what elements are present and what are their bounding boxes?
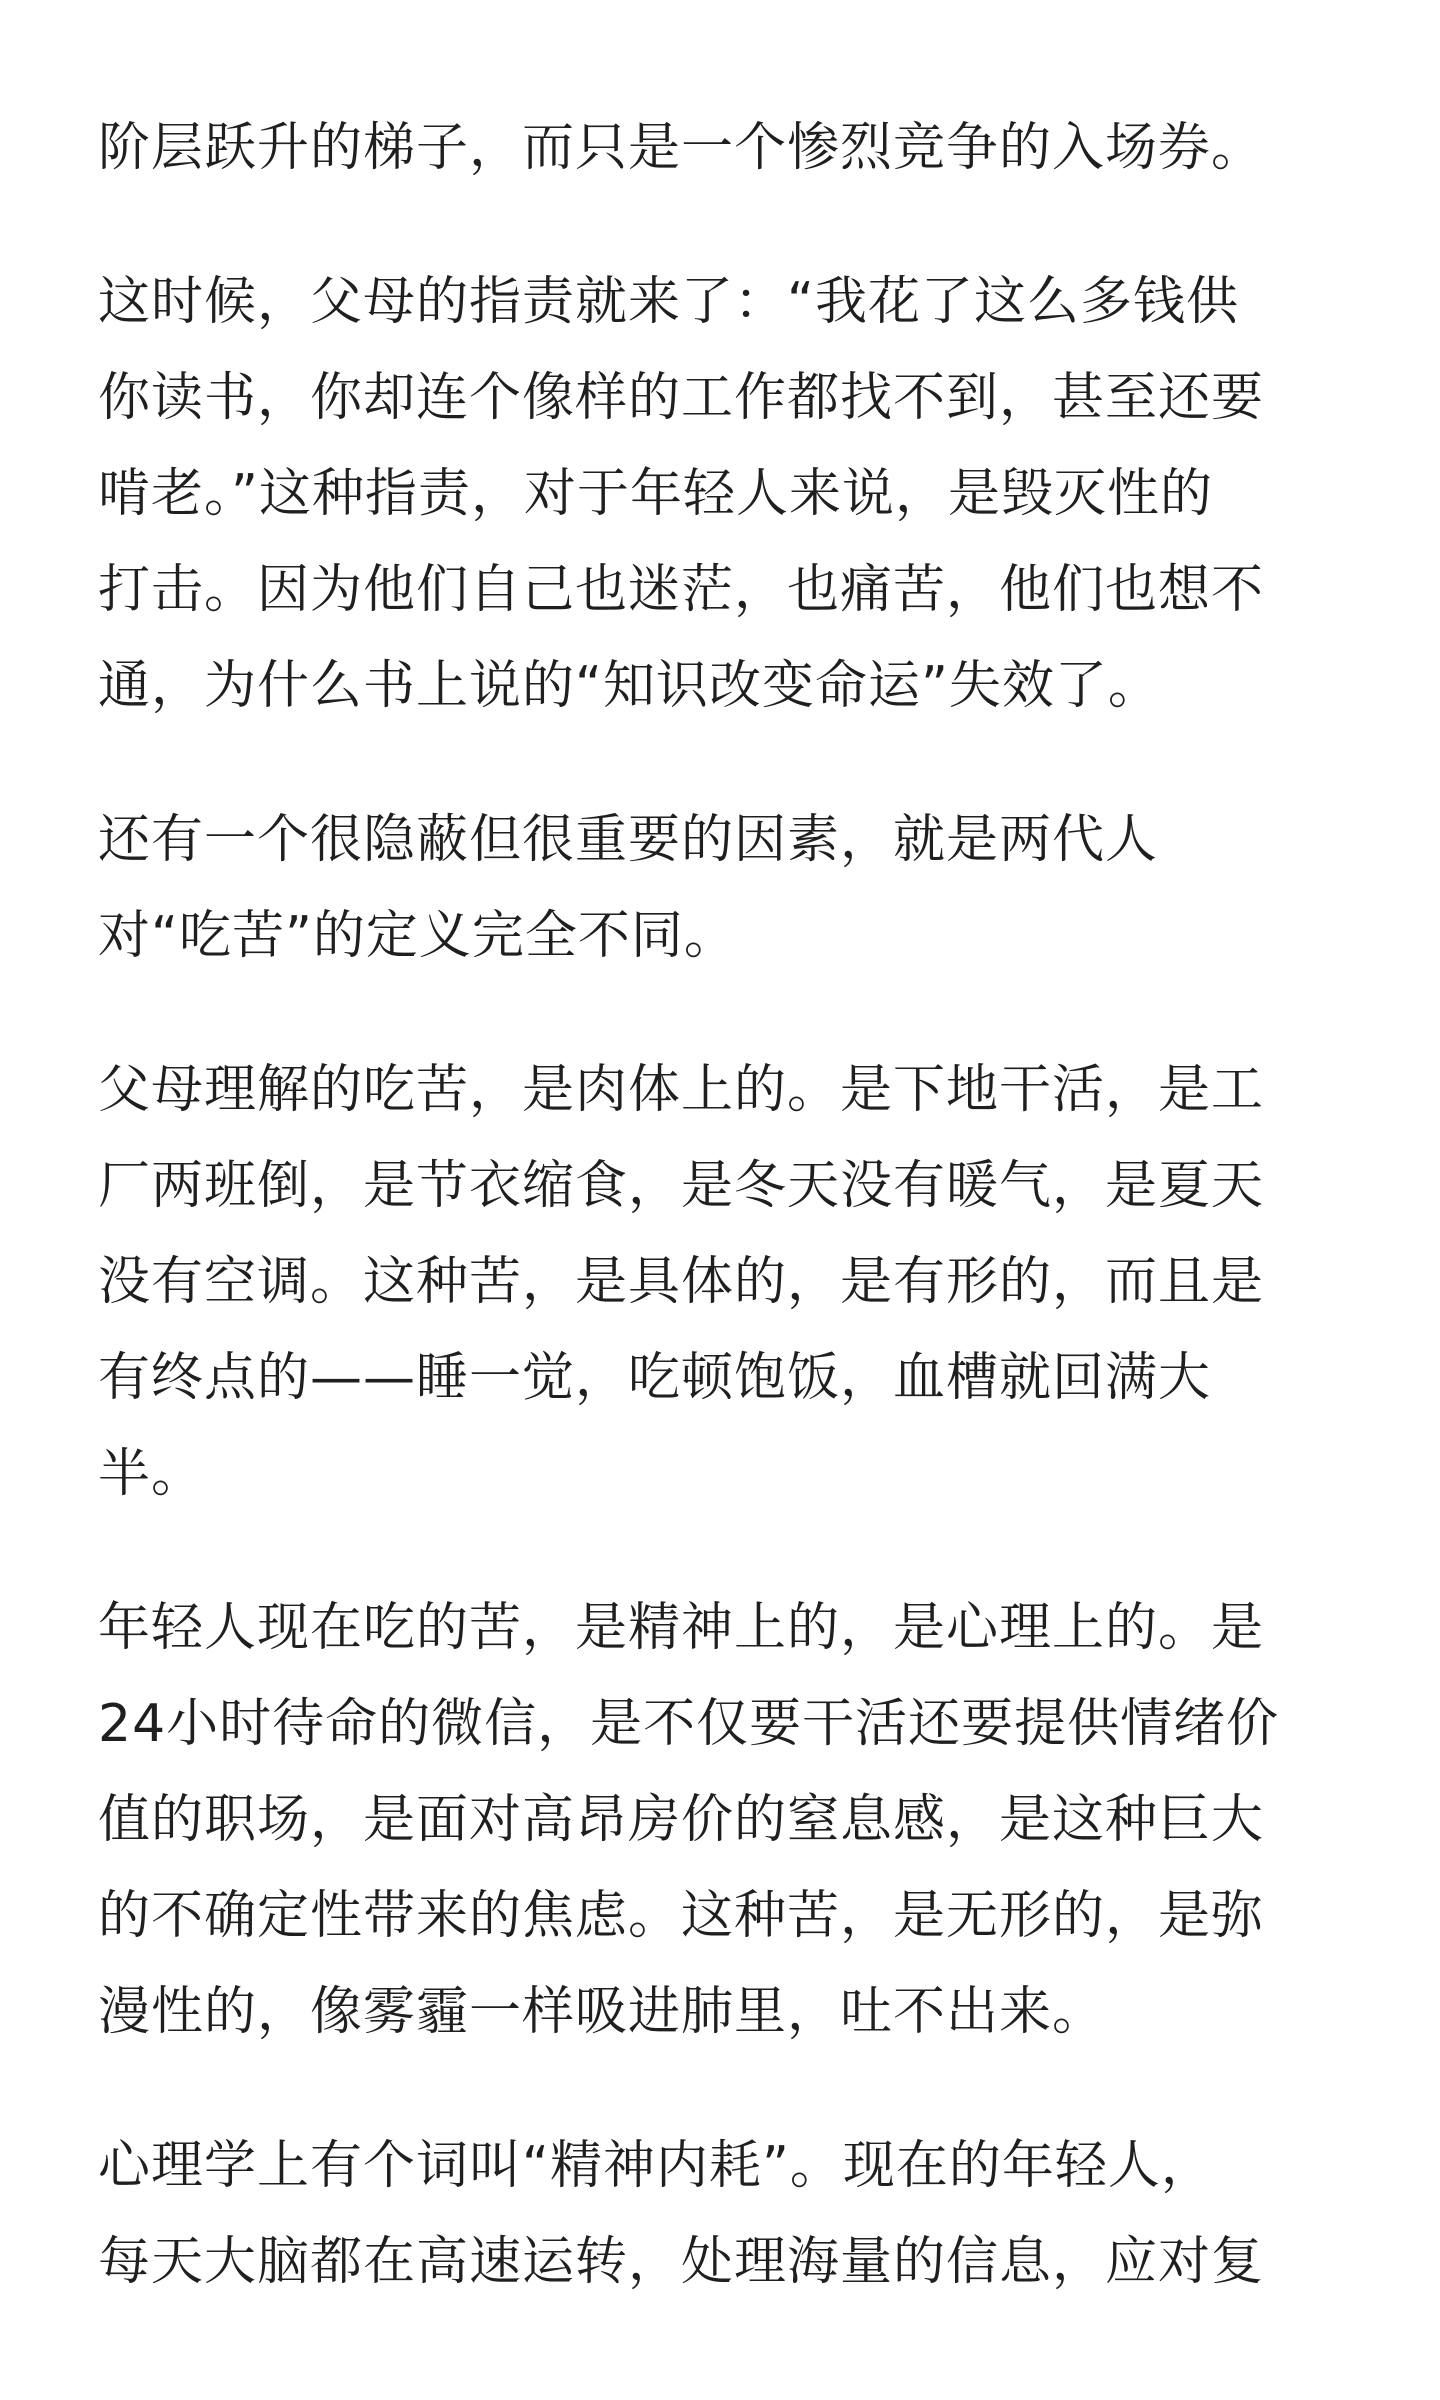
text-line: 啃老。”这种指责，对于年轻人来说，是毁灭性的 — [98, 464, 1213, 524]
text-line: 没有空调。这种苦，是具体的，是有形的，而且是 — [98, 1252, 1265, 1312]
text-line: 漫性的，像雾霾一样吸进肺里，吐不出来。 — [98, 1982, 1106, 2042]
text-line: 心理学上有个词叫“精神内耗”。现在的年轻人， — [98, 2136, 1214, 2196]
text-line: 还有一个很隐蔽但很重要的因素，就是两代人 — [98, 810, 1159, 870]
paragraph — [98, 2118, 1358, 2310]
text-line: 这时候，父母的指责就来了：“我花了这么多钱供 — [98, 272, 1239, 332]
text-line: 有终点的——睡一觉，吃顿饱饭，血槽就回满大 — [98, 1348, 1212, 1408]
text-line: 对“吃苦”的定义完全不同。 — [98, 906, 737, 966]
paragraph — [98, 254, 1358, 734]
paragraph — [98, 1042, 1358, 1522]
text-line: 厂两班倒，是节衣缩食，是冬天没有暖气，是夏天 — [98, 1156, 1265, 1216]
paragraph — [98, 792, 1358, 984]
text-line: 阶层跃升的梯子，而只是一个惨烈竞争的入场券。 — [98, 118, 1265, 178]
text-line: 打击。因为他们自己也迷茫，也痛苦，他们也想不 — [98, 560, 1265, 620]
text-line: 父母理解的吃苦，是肉体上的。是下地干活，是工 — [98, 1060, 1265, 1120]
article-body — [98, 100, 1358, 2368]
text-line: 每天大脑都在高速运转，处理海量的信息，应对复 — [98, 2232, 1265, 2292]
paragraph — [98, 1580, 1358, 2060]
text-line: 的不确定性带来的焦虑。这种苦，是无形的，是弥 — [98, 1886, 1265, 1946]
text-line: 24小时待命的微信，是不仅要干活还要提供情绪价 — [98, 1694, 1280, 1754]
text-line: 值的职场，是面对高昂房价的窒息感，是这种巨大 — [98, 1790, 1265, 1850]
paragraph — [98, 100, 1358, 196]
text-line: 通，为什么书上说的“知识改变命运”失效了。 — [98, 656, 1161, 716]
text-line: 半。 — [98, 1444, 205, 1504]
text-line: 年轻人现在吃的苦，是精神上的，是心理上的。是 — [98, 1598, 1265, 1658]
text-line: 你读书，你却连个像样的工作都找不到，甚至还要 — [98, 368, 1265, 428]
